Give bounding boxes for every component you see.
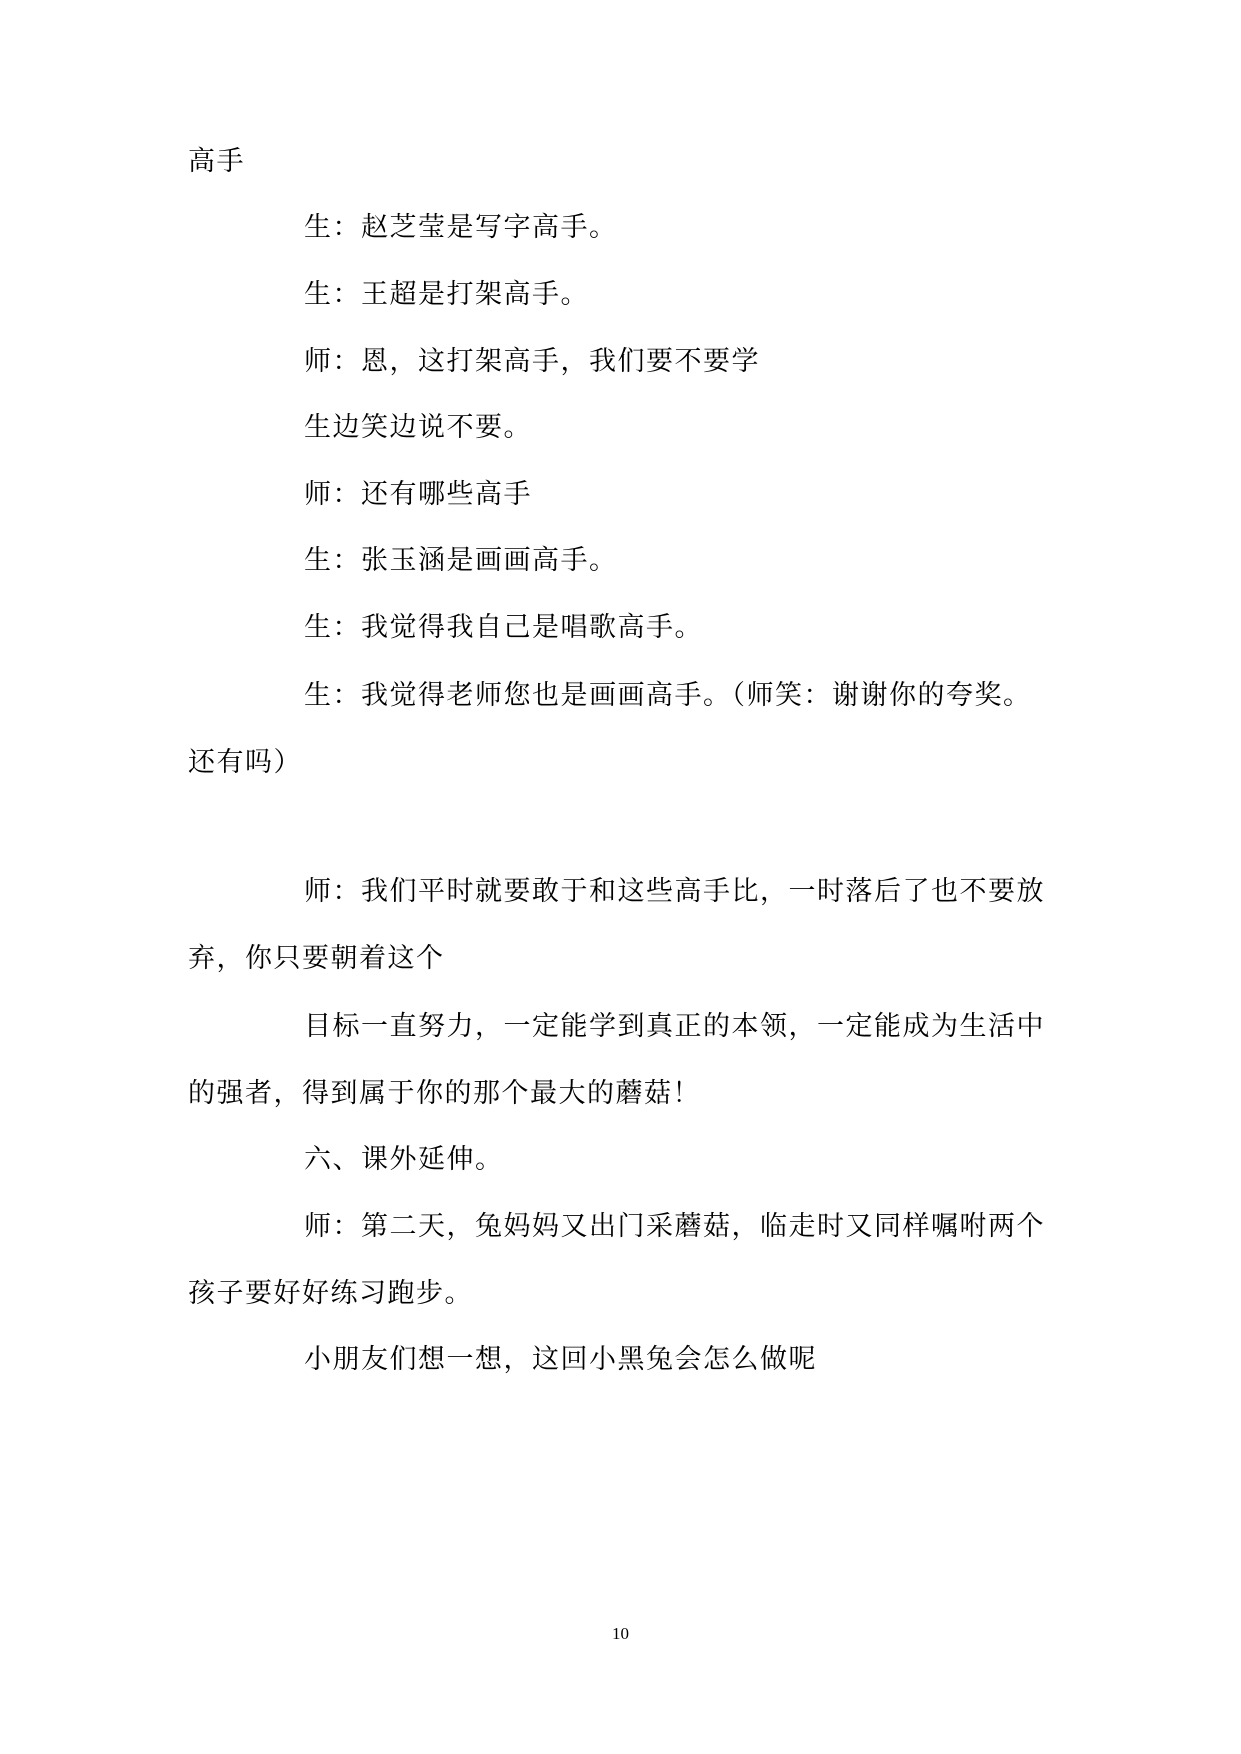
text-line: 小朋友们想一想，这回小黑兔会怎么做呢 <box>304 1344 817 1375</box>
text-line: 生：赵芝莹是写字高手。 <box>304 212 618 243</box>
text-line: 师：第二天，兔妈妈又出门采蘑菇，临走时又同样嘱咐两个 <box>304 1211 1045 1242</box>
text-line: 弃，你只要朝着这个 <box>188 943 445 974</box>
text-line: 生：王超是打架高手。 <box>304 279 589 310</box>
text-line: 生：我觉得我自己是唱歌高手。 <box>304 612 703 643</box>
text-line: 目标一直努力，一定能学到真正的本领，一定能成为生活中 <box>304 1011 1045 1042</box>
text-line: 师：还有哪些高手 <box>304 479 532 510</box>
page-number: 10 <box>612 1624 629 1643</box>
text-line: 的强者，得到属于你的那个最大的蘑菇！ <box>188 1078 701 1109</box>
text-line: 师：恩，这打架高手，我们要不要学 <box>304 346 760 377</box>
text-line: 六、课外延伸。 <box>304 1144 504 1175</box>
text-line: 还有吗） <box>188 747 302 778</box>
text-line: 生：张玉涵是画画高手。 <box>304 545 618 576</box>
text-line: 高手 <box>188 146 245 177</box>
text-line: 孩子要好好练习跑步。 <box>188 1278 473 1309</box>
text-line: 生：我觉得老师您也是画画高手。（师笑：谢谢你的夸奖。 <box>304 680 1032 711</box>
text-line: 生边笑边说不要。 <box>304 412 532 443</box>
text-line: 师：我们平时就要敢于和这些高手比，一时落后了也不要放 <box>304 876 1045 907</box>
